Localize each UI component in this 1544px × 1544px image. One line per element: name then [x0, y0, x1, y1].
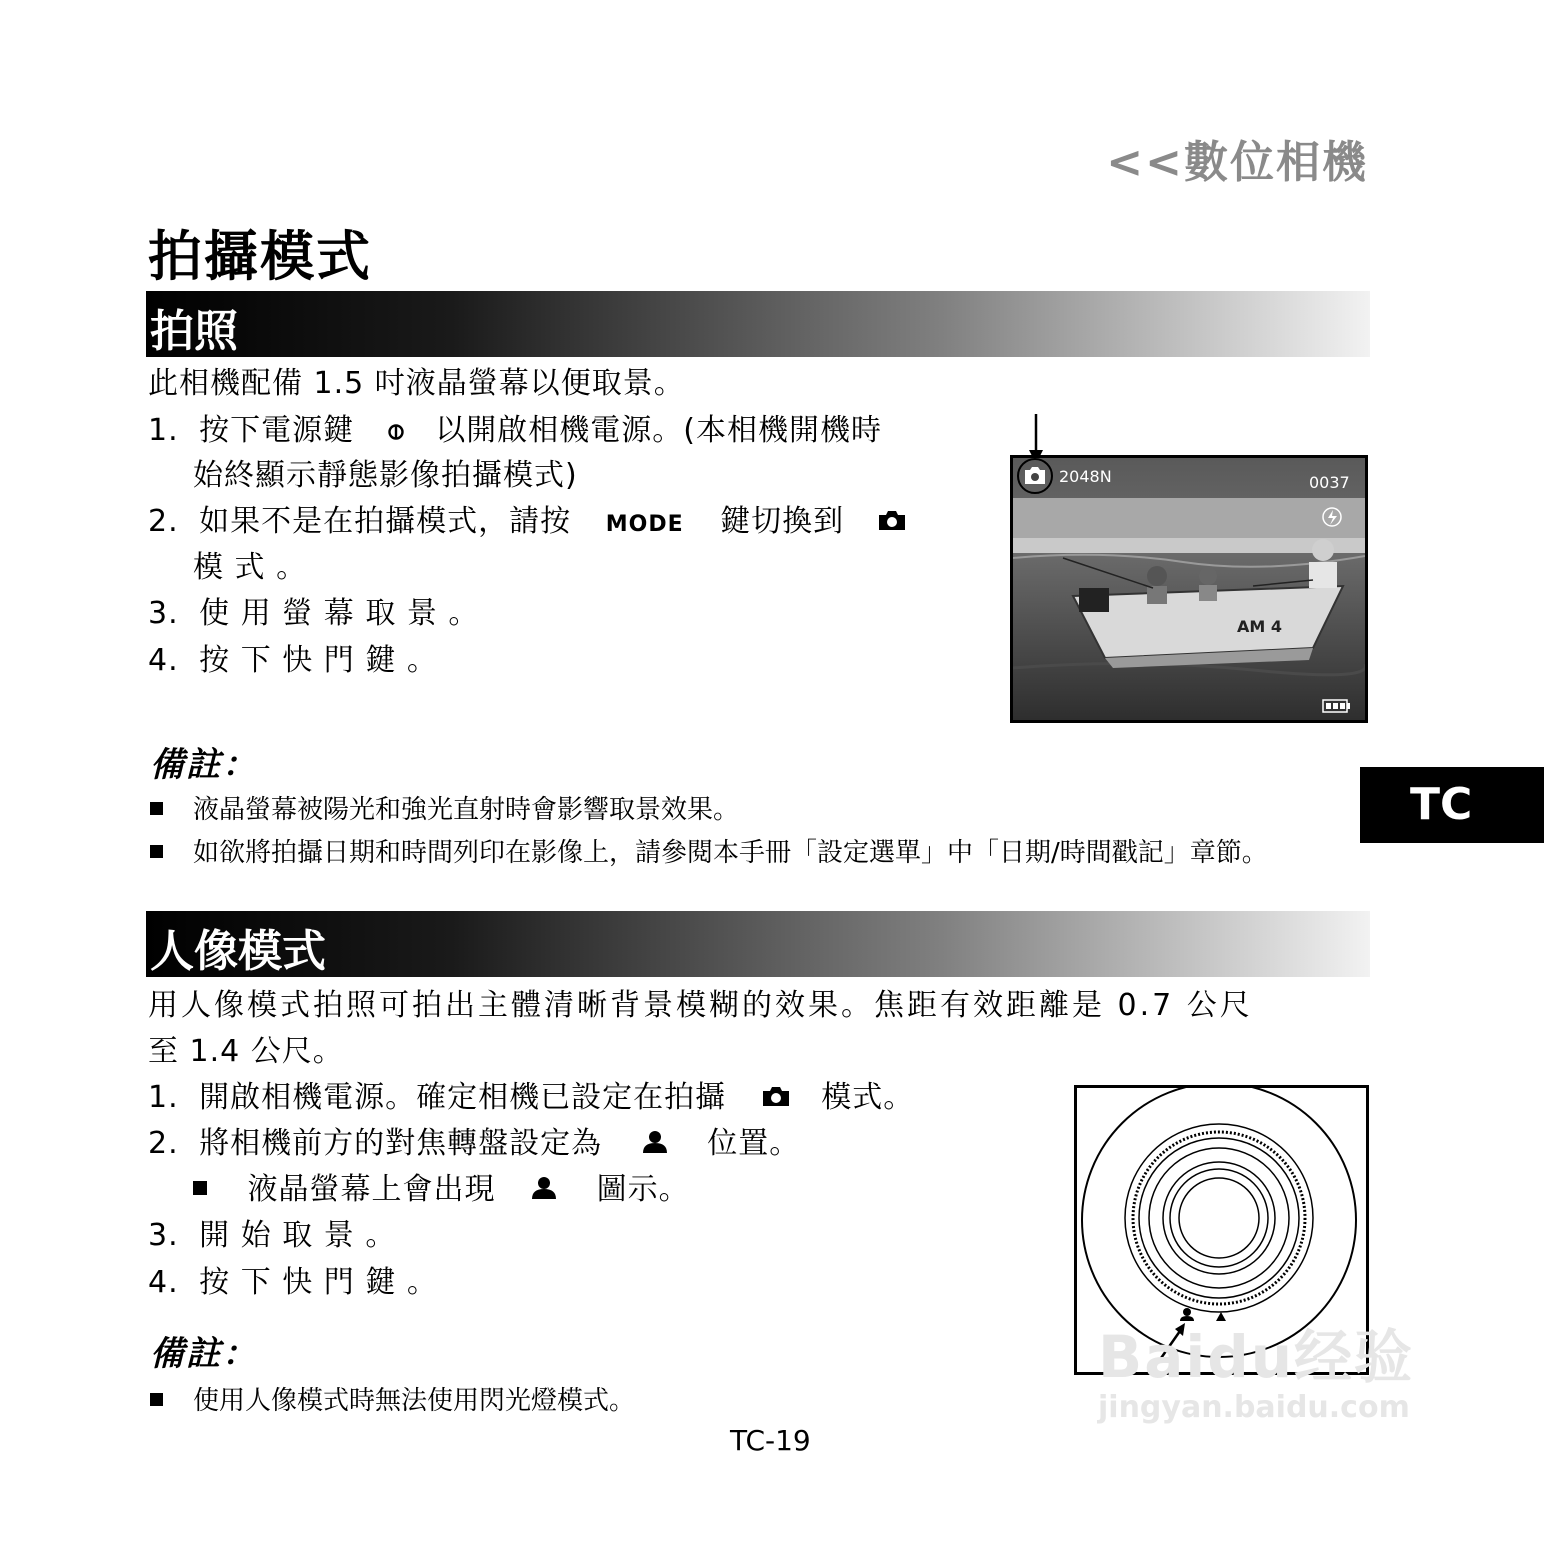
step-text: 使 用 螢 幕 取 景 。 — [199, 596, 480, 631]
lcd-resolution: 2048N — [1059, 467, 1112, 486]
step-1 — [148, 413, 882, 448]
step-text: 開啟相機電源。確定相機已設定在拍攝 — [199, 1080, 727, 1115]
camera-icon — [877, 508, 907, 538]
step-number: 3. — [148, 1218, 179, 1253]
breadcrumb: <<數位相機 — [1106, 137, 1368, 188]
lcd-preview-photo — [1010, 455, 1368, 723]
intro-text: 此相機配備 1.5 吋液晶螢幕以便取景。 — [148, 366, 685, 401]
step-text: 模式。 — [821, 1080, 915, 1115]
section-heading-label: 人像模式 — [150, 926, 326, 977]
bullet-icon — [150, 845, 163, 858]
section-heading-photo — [146, 291, 1370, 357]
step-number: 4. — [148, 1265, 179, 1300]
note-title: 備註： — [150, 745, 258, 785]
watermark — [1098, 1310, 1414, 1425]
step-text: 液晶螢幕上會出現 — [247, 1172, 496, 1207]
page-title: 拍攝模式 — [148, 225, 372, 288]
step-3 — [148, 1218, 397, 1253]
bullet-icon — [150, 802, 163, 815]
step-text: 圖示。 — [596, 1172, 690, 1207]
step-2-sub — [193, 1172, 690, 1207]
bullet-icon — [150, 1393, 163, 1406]
bullet-icon — [193, 1181, 207, 1195]
step-number: 1. — [148, 1080, 179, 1115]
step-1 — [148, 1080, 915, 1115]
step-2 — [148, 504, 907, 539]
step-text: 開 始 取 景 。 — [199, 1218, 397, 1253]
step-number: 2. — [148, 1126, 179, 1161]
language-tab: TC — [1360, 767, 1544, 843]
step-text: 以開啟相機電源。(本相機開機時 — [435, 413, 882, 448]
step-text: 位置。 — [707, 1126, 801, 1161]
watermark-logo: Baidu经验 — [1098, 1323, 1415, 1391]
step-text: 如果不是在拍攝模式，請按 — [199, 504, 572, 539]
boat-photo-illustration — [1013, 458, 1365, 720]
step-number: 4. — [148, 643, 179, 678]
lcd-shots-remaining: 0037 — [1309, 473, 1350, 492]
note-item — [150, 1380, 635, 1417]
portrait-icon — [641, 1130, 669, 1160]
camera-icon — [761, 1084, 791, 1114]
power-icon — [387, 417, 405, 447]
note-text: 如欲將拍攝日期和時間列印在影像上，請參閱本手冊「設定選單」中「日期/時間戳記」章節。 — [193, 838, 1268, 868]
step-2-cont: 模 式 。 — [193, 550, 308, 585]
step-1-cont: 始終顯示靜態影像拍攝模式) — [193, 458, 578, 493]
step-text: 按 下 快 門 鍵 。 — [199, 1265, 438, 1300]
step-text: 將相機前方的對焦轉盤設定為 — [199, 1126, 603, 1161]
step-number: 1. — [148, 413, 179, 448]
step-4 — [148, 1265, 438, 1300]
step-2 — [148, 1126, 801, 1161]
step-text: 鍵切換到 — [720, 504, 845, 539]
boat-registration: AM 4 — [1237, 617, 1283, 636]
page-number: TC-19 — [730, 1424, 811, 1457]
section-heading-label: 拍照 — [150, 306, 238, 357]
step-3 — [148, 596, 480, 631]
intro-text-cont: 至 1.4 公尺。 — [148, 1034, 344, 1069]
portrait-icon — [530, 1176, 558, 1206]
note-title: 備註： — [150, 1334, 258, 1374]
step-text: 按下電源鍵 — [199, 413, 355, 448]
section-heading-portrait — [146, 911, 1370, 977]
note-item — [150, 789, 739, 826]
step-number: 2. — [148, 504, 179, 539]
watermark-url: jingyan.baidu.com — [1098, 1390, 1410, 1425]
note-text: 使用人像模式時無法使用閃光燈模式。 — [193, 1386, 636, 1416]
step-number: 3. — [148, 596, 179, 631]
step-text: 按 下 快 門 鍵 。 — [199, 643, 438, 678]
note-item — [150, 832, 1268, 869]
intro-text: 用人像模式拍照可拍出主體清晰背景模糊的效果。焦距有效距離是 0.7 公尺 — [148, 988, 1253, 1023]
step-4 — [148, 643, 438, 678]
note-text: 液晶螢幕被陽光和強光直射時會影響取景效果。 — [193, 795, 740, 825]
mode-label: MODE — [605, 512, 684, 537]
